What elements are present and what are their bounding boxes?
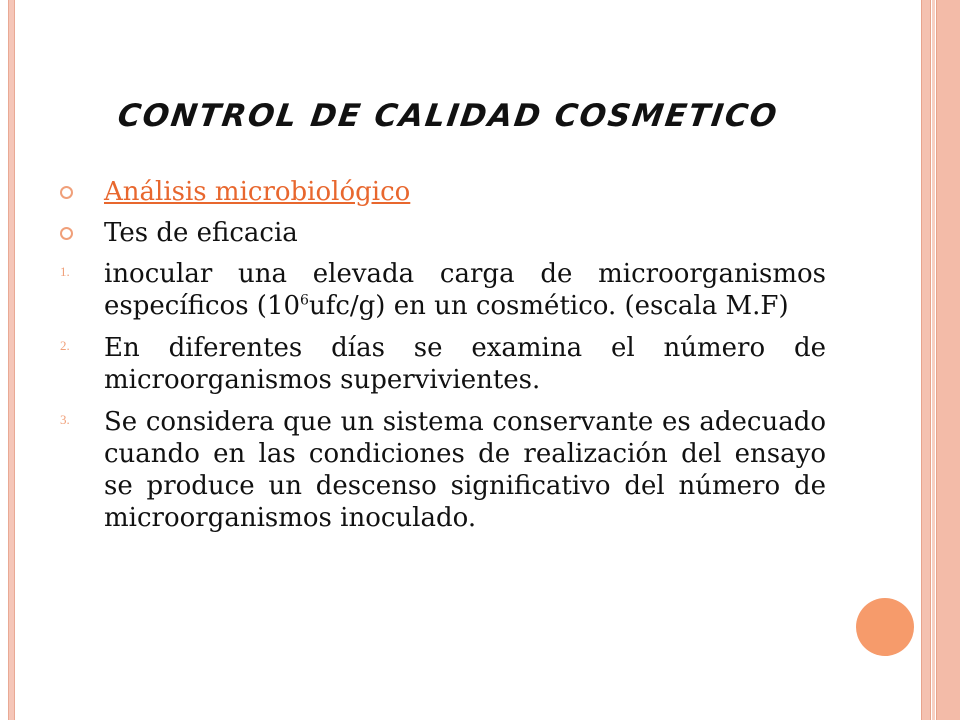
band-line [921, 0, 922, 720]
step-item-2 [60, 332, 826, 396]
superscript-exponent: 6 [300, 292, 309, 309]
efficacy-label: Tes de eficacia [104, 218, 298, 248]
bullet-item-analysis [60, 176, 826, 208]
step-text: En diferentes días se examina el número de microorganismos supervivientes. [104, 333, 826, 395]
right-decorative-band-light [932, 0, 935, 720]
ring-bullet-icon [60, 227, 73, 240]
step-text-part: ufc/g) en un cosmético. (escala M.F) [308, 291, 789, 321]
analysis-link[interactable]: Análisis microbiológico [104, 177, 411, 207]
step-number: 1. [60, 264, 70, 279]
step-number: 3. [60, 412, 70, 427]
band-line [930, 0, 931, 720]
slide-title: CONTROL DE CALIDAD COSMETICO [115, 98, 781, 134]
slide-content [60, 176, 826, 534]
step-item-3 [60, 406, 826, 534]
left-decorative-rule [8, 0, 15, 720]
step-item-1 [60, 258, 826, 322]
right-decorative-band [921, 0, 930, 720]
step-text [104, 258, 826, 322]
band-line [936, 0, 937, 720]
step-number: 2. [60, 338, 70, 353]
orange-circle-decoration [856, 598, 914, 656]
step-text: Se considera que un sistema conservante es adecuado cuando en las condiciones de realización del ensayo se produce un descenso significativo del número de microorganismos inoculado. [104, 407, 826, 533]
right-decorative-band-wide [937, 0, 960, 720]
ring-bullet-icon [60, 186, 73, 199]
step-text-part: inocular una elevada carga de microorganismos específicos (10 [104, 259, 826, 321]
bullet-item-efficacy [60, 217, 826, 249]
